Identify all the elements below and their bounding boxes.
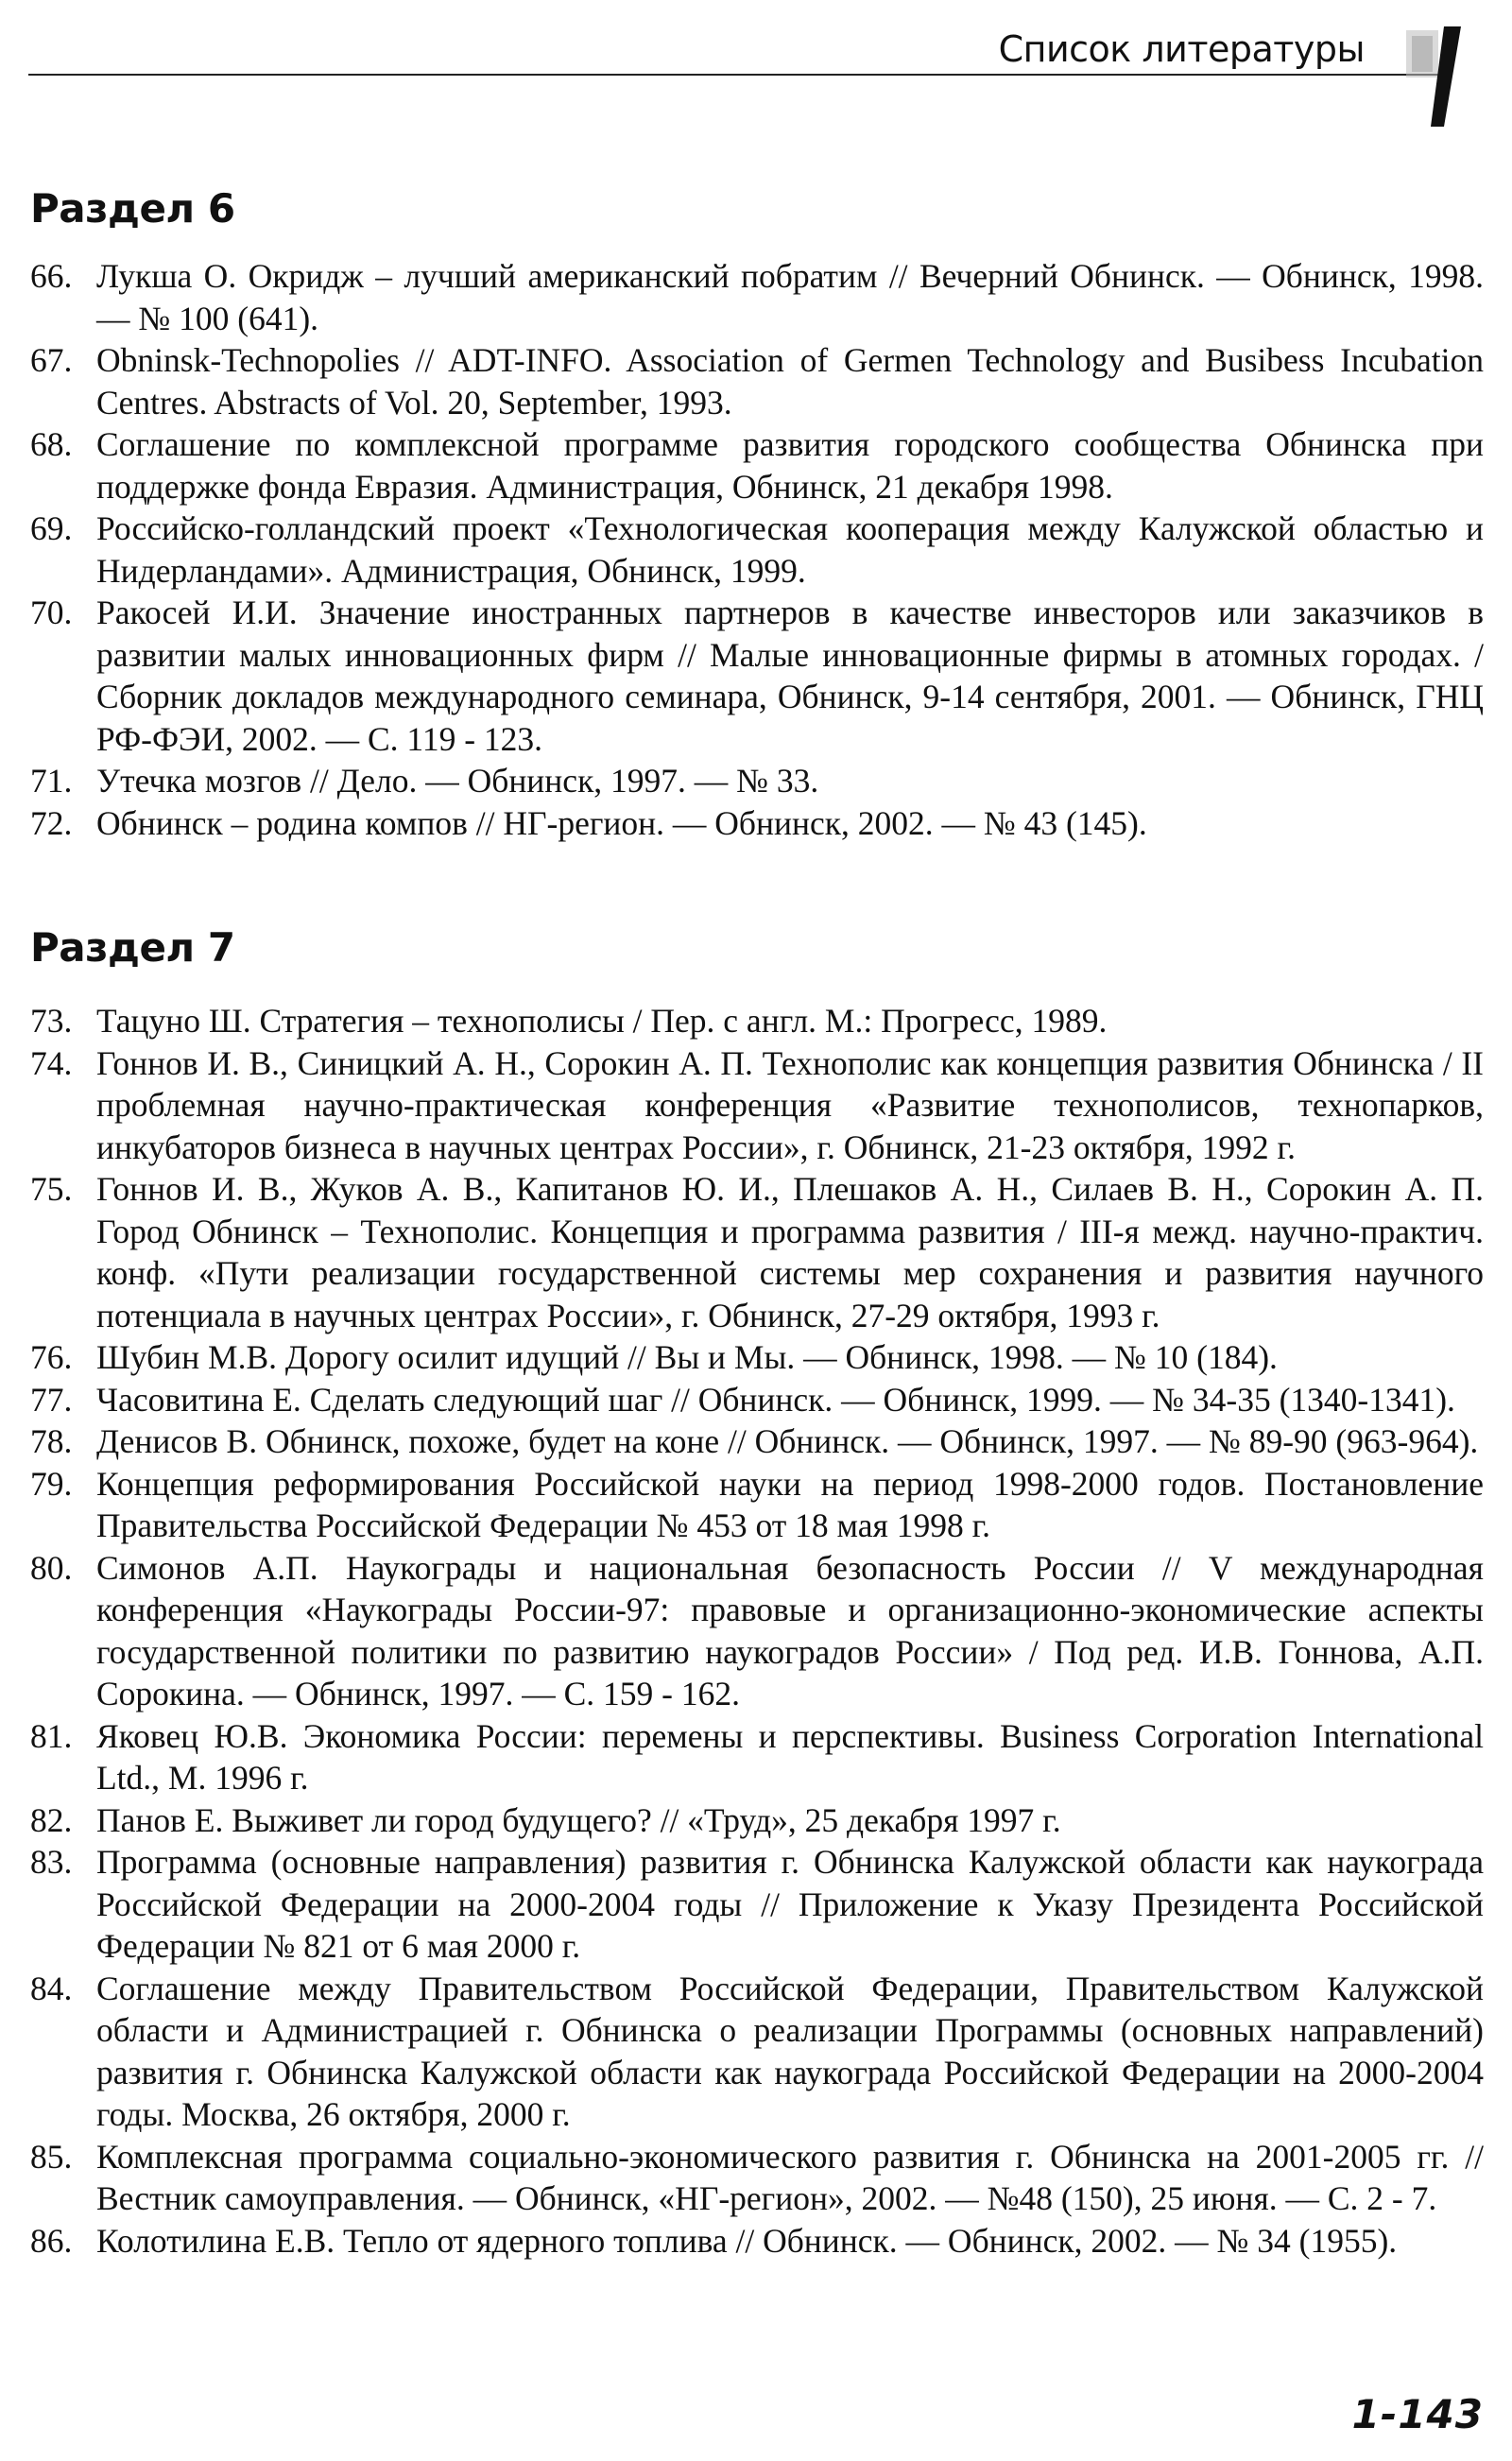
reference-item <box>30 255 1484 339</box>
reference-item <box>30 423 1484 508</box>
reference-text: Колотилина Е.В. Тепло от ядерного топлива // Обнинск. — Обнинск, 2002. — № 34 (1955). <box>96 2221 1398 2260</box>
reference-text: Ракосей И.И. Значение иностранных партнеров в качестве инвесторов или заказчиков в развитии малых инновационных фирм // Малые инновационные фирмы в атомных городах. / Сборник докладов международного семинара, Обнинск, 9-14 сентября, 2001. — Обнинск, ГНЦ РФ-ФЭИ, 2002. — С. 119 - 123. <box>96 594 1484 758</box>
section-7-reference-list <box>30 1000 1484 2262</box>
reference-item <box>30 1968 1484 2136</box>
reference-item <box>30 1547 1484 1715</box>
header-rule <box>28 74 1446 76</box>
reference-text: Шубин М.В. Дорогу осилит идущий // Вы и Мы. — Обнинск, 1998. — № 10 (184). <box>96 1338 1278 1376</box>
reference-number: 73. <box>30 1002 73 1040</box>
reference-text: Соглашение по комплексной программе развития городского сообщества Обнинска при поддержке фонда Евразия. Администрация, Обнинск, 21 декабря 1998. <box>96 425 1484 506</box>
reference-item <box>30 1168 1484 1336</box>
reference-item <box>30 760 1484 802</box>
reference-text: Утечка мозгов // Дело. — Обнинск, 1997. — № 33. <box>96 762 819 800</box>
reference-text: Часовитина Е. Сделать следующий шаг // Обнинск. — Обнинск, 1999. — № 34-35 (1340-1341). <box>96 1380 1455 1419</box>
reference-item <box>30 1420 1484 1463</box>
reference-item <box>30 1336 1484 1379</box>
reference-number: 81. <box>30 1716 73 1755</box>
reference-number: 72. <box>30 803 73 842</box>
chapter-mark-icon <box>1399 21 1474 134</box>
reference-number: 83. <box>30 1843 73 1881</box>
reference-number: 68. <box>30 425 73 463</box>
reference-item <box>30 1799 1484 1842</box>
reference-text: Соглашение между Правительством Российской Федерации, Правительством Калужской области и Администрацией г. Обнинска о реализации Программы (основных направлений) развития г. Обнинска Калужской области как наукограда Российской Федерации на 2000-2004 годы. Москва, 26 октября, 2000 г. <box>96 1969 1484 2133</box>
reference-text: Концепция реформирования Российской науки на период 1998-2000 годов. Постановление Правительства Российской Федерации № 453 от 18 мая 1998 г. <box>96 1464 1484 1544</box>
reference-number: 79. <box>30 1464 73 1503</box>
reference-number: 67. <box>30 341 73 379</box>
reference-text: Гоннов И. В., Жуков А. В., Капитанов Ю. И., Плешаков А. Н., Силаев В. Н., Сорокин А. П. Город Обнинск – Технополис. Концепция и программа развития / III-я межд. научно-практич. конф. «Пути реализации государственной системы мер сохранения и развития научного потенциала в научных центрах России», г. Обнинск, 27-29 октября, 1993 г. <box>96 1170 1484 1334</box>
reference-number: 76. <box>30 1338 73 1376</box>
reference-number: 78. <box>30 1422 73 1460</box>
reference-number: 77. <box>30 1380 73 1419</box>
reference-text: Программа (основные направления) развития г. Обнинска Калужской области как наукограда Российской Федерации на 2000-2004 годы // Приложение к Указу Президента Российской Федерации № 821 от 6 мая 2000 г. <box>96 1843 1484 1965</box>
reference-number: 86. <box>30 2221 73 2260</box>
reference-item <box>30 1000 1484 1042</box>
reference-text: Панов Е. Выживет ли город будущего? // «Труд», 25 декабря 1997 г. <box>96 1800 1061 1839</box>
reference-item <box>30 2136 1484 2220</box>
reference-number: 69. <box>30 509 73 547</box>
reference-number: 75. <box>30 1170 73 1208</box>
reference-text: Денисов В. Обнинск, похоже, будет на коне // Обнинск. — Обнинск, 1997. — № 89-90 (963-964). <box>96 1422 1479 1460</box>
reference-text: Obninsk-Technopolies // ADT-INFO. Association of Germen Technology and Busibess Incubation Centres. Abstracts of Vol. 20, September, 1993. <box>96 341 1484 422</box>
section-6-reference-list <box>30 255 1484 844</box>
running-header <box>28 28 1484 142</box>
reference-item <box>30 2220 1484 2263</box>
reference-text: Обнинск – родина компов // НГ-регион. — Обнинск, 2002. — № 43 (145). <box>96 803 1147 842</box>
reference-text: Лукша О. Окридж – лучший американский побратим // Вечерний Обнинск. — Обнинск, 1998. — № 100 (641). <box>96 257 1484 337</box>
page-number: 1-143 <box>1351 2391 1484 2437</box>
reference-text: Гоннов И. В., Синицкий А. Н., Сорокин А. П. Технополис как концепция развития Обнинска / II проблемная научно-практическая конференция «Развитие технополисов, технопарков, инкубаторов бизнеса в научных центрах России», г. Обнинск, 21-23 октября, 1992 г. <box>96 1043 1484 1166</box>
reference-item <box>30 508 1484 592</box>
reference-item <box>30 1379 1484 1421</box>
reference-number: 82. <box>30 1800 73 1839</box>
section-6-title: Раздел 6 <box>30 185 235 232</box>
reference-number: 74. <box>30 1043 73 1082</box>
reference-text: Российско-голландский проект «Технологическая кооперация между Калужской областью и Нидерландами». Администрация, Обнинск, 1999. <box>96 509 1484 590</box>
reference-number: 85. <box>30 2137 73 2176</box>
reference-item <box>30 1841 1484 1968</box>
reference-number: 71. <box>30 762 73 800</box>
reference-number: 70. <box>30 594 73 631</box>
reference-number: 84. <box>30 1969 73 2007</box>
reference-text: Тацуно Ш. Стратегия – технополисы / Пер. с англ. М.: Прогресс, 1989. <box>96 1002 1108 1040</box>
reference-text: Комплексная программа социально-экономического развития г. Обнинска на 2001-2005 гг. // Вестник самоуправления. — Обнинск, «НГ-регион», 2002. — №48 (150), 25 июня. — С. 2 - 7. <box>96 2137 1484 2217</box>
reference-text: Яковец Ю.В. Экономика России: перемены и перспективы. Business Corporation International Ltd., М. 1996 г. <box>96 1716 1484 1797</box>
reference-number: 80. <box>30 1548 73 1587</box>
running-header-title: Список литературы <box>989 28 1380 70</box>
reference-text: Симонов А.П. Наукограды и национальная безопасность России // V международная конференция «Наукограды России-97: правовые и организационно-экономические аспекты государственной политики по развитию наукоградов России» / Под ред. И.В. Гоннова, А.П. Сорокина. — Обнинск, 1997. — С. 159 - 162. <box>96 1548 1484 1712</box>
reference-item <box>30 339 1484 423</box>
section-7-title: Раздел 7 <box>30 924 235 971</box>
reference-item <box>30 802 1484 845</box>
reference-number: 66. <box>30 257 73 295</box>
reference-item <box>30 1042 1484 1169</box>
reference-item <box>30 1463 1484 1547</box>
reference-item <box>30 592 1484 760</box>
reference-item <box>30 1715 1484 1799</box>
